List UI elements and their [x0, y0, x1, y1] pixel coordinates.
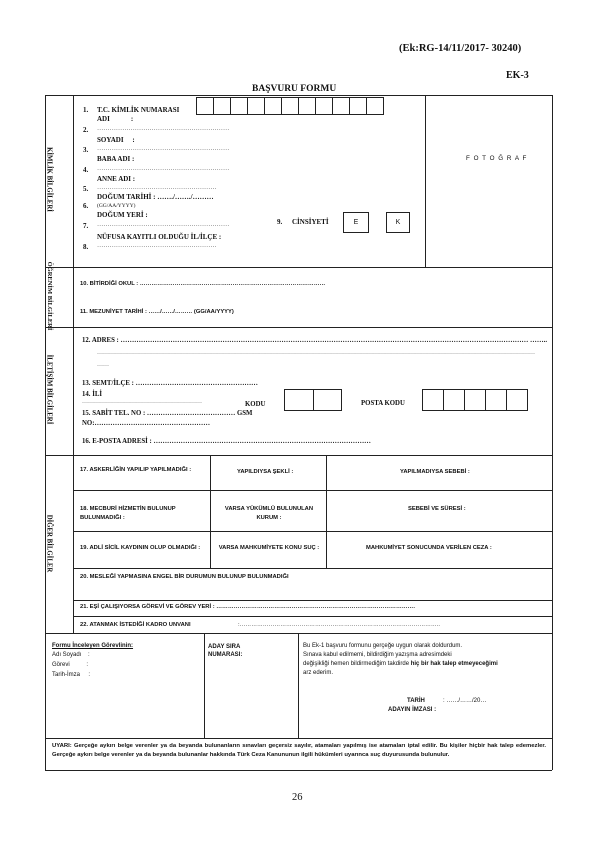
posta-kodu-boxes[interactable] — [422, 389, 527, 411]
annex-label: EK-3 — [506, 70, 529, 81]
reference-number: (Ek:RG-14/11/2017- 30240) — [399, 43, 522, 54]
tc-digit-box-8[interactable] — [315, 97, 333, 115]
frame-right — [552, 95, 553, 770]
aday-sira-numarasi[interactable]: ADAY SIRA NUMARASI: — [208, 644, 243, 658]
section-label-diger: DİĞER BİLGİLER — [45, 514, 53, 573]
tc-label: T.C. KİMLİK NUMARASI — [97, 106, 180, 114]
inceleyen-tarih-imza[interactable]: Tarih-İmza : — [52, 672, 91, 678]
section-label-kimlik: KİMLİK BİLGİLERİ — [45, 147, 53, 212]
mecburi-hizmet-label[interactable]: 18. MECBURİ HİZMETİN BULUNUP BULUNMADIĞI : — [80, 506, 176, 521]
adres-line-3[interactable]: …… — [97, 362, 109, 368]
il-field[interactable]: …………………………………………………… — [82, 399, 202, 405]
item-number-6: 6. — [83, 202, 89, 210]
anne-adi-label: ANNE ADI : — [97, 175, 136, 183]
divider-inceleme — [45, 738, 552, 739]
tc-digit-box-7[interactable] — [298, 97, 316, 115]
posta-kodu-digit-box-2[interactable] — [443, 389, 465, 411]
gender-option-k[interactable]: K — [386, 212, 410, 233]
cinsiyet-label: CİNSİYETİ — [292, 218, 329, 226]
sebebi-suresi-label[interactable]: SEBEBİ VE SÜRESİ : — [408, 506, 466, 512]
beyan-line-3a: değişikliği hemen bildirmediğim takdirde — [303, 661, 411, 667]
section-label-iletisim: İLETİŞİM BİLGİLERİ — [45, 354, 53, 425]
tc-number-boxes[interactable] — [196, 97, 383, 115]
diger-col-1 — [210, 455, 211, 568]
tc-digit-box-1[interactable] — [196, 97, 214, 115]
kadro-unvani-label: 22. ATANMAK İSTEDİĞİ KADRO UNVANI — [80, 622, 191, 628]
adli-sicil-label[interactable]: 19. ADLİ SİCİL KAYDININ OLUP OLMADIĞI : — [80, 545, 201, 551]
uyari-text: UYARI: Gerçeğe aykırı belge verenler ya da beyanda bulunanların sınavları geçersiz sayılır, atamaları yapılmış ise atamaları iptal edilir. Bu kişiler hiçbir hak talep edemezler. Gerçeğe aykırı belge verenler ya da beyanda bulunanlar hakkında Türk Ceza Kanununun ilgili hükümleri uyarınca suç duyurusunda bulunulur. — [52, 743, 546, 758]
dogum-yeri-label: DOĞUM YERİ : — [97, 211, 148, 219]
soyadi-field[interactable]: ……………………………………………………… — [97, 145, 230, 152]
semt-field[interactable]: 13. SEMT/İLÇE : ……………………………………………… — [82, 380, 258, 387]
inceleme-col-2 — [298, 633, 299, 738]
diger-row-4 — [73, 600, 552, 601]
yapilmadiysa-label[interactable]: YAPILMADIYSA SEBEBİ : — [400, 469, 470, 475]
esi-gorevi-field[interactable]: 21. EŞİ ÇALIŞIYORSA GÖREVİ VE GÖREV YERİ : …………………………………………………………………………………………. — [80, 604, 415, 610]
tarih-label: TARİH — [407, 698, 425, 704]
section-label-ogrenim: ÖĞRENİM BİLGİLERİ — [46, 261, 53, 331]
nufus-field[interactable]: ………………………………………………… — [97, 242, 217, 249]
item-number-2: 2. — [83, 126, 89, 134]
form-title: BAŞVURU FORMU — [252, 84, 337, 94]
nufus-label: NÜFUSA KAYITLI OLDUĞU İL/İLÇE : — [97, 233, 222, 241]
gsm-no-field[interactable]: NO:…………………………………………… — [82, 420, 211, 427]
askerlik-label[interactable]: 17. ASKERLİĞİN YAPILIP YAPILMADIĞI : — [80, 467, 192, 473]
anne-adi-field[interactable]: ………………………………………………… — [97, 184, 217, 191]
tc-digit-box-5[interactable] — [264, 97, 282, 115]
beyan-line-3b: hiç bir hak talep etmeyeceğimi — [410, 661, 498, 667]
tc-digit-box-4[interactable] — [247, 97, 265, 115]
kadro-unvani-field[interactable]: :………………………………………………………………………………………….. — [238, 622, 440, 628]
inceleyen-gorevi[interactable]: Görevi : — [52, 662, 89, 668]
posta-kodu-label: POSTA KODU — [361, 400, 405, 407]
tc-digit-box-2[interactable] — [213, 97, 231, 115]
dogum-yeri-field[interactable]: ……………………………………………………… — [97, 221, 230, 228]
soyadi-label: SOYADI : — [97, 136, 135, 144]
photo-label: F O T O Ğ R A F — [466, 155, 528, 162]
item-number-1: 1. — [83, 106, 89, 114]
diger-row-2 — [73, 531, 552, 532]
item-number-7: 7. — [83, 222, 89, 230]
item-number-4: 4. — [83, 166, 89, 174]
mahkumiyet-konu-label[interactable]: VARSA MAHKUMİYETE KONU SUÇ : — [218, 545, 320, 551]
mezuniyet-tarihi-field[interactable]: 11. MEZUNİYET TARİHİ : ……/……/……… (GG/AA/YYYY) — [80, 309, 234, 315]
frame-bottom — [45, 770, 552, 771]
tarih-field[interactable]: : ……/……/20… — [443, 698, 487, 704]
item-number-8: 8. — [83, 243, 89, 251]
eposta-field[interactable]: 16. E-POSTA ADRESİ : …………………………………………………………………………………… — [82, 438, 371, 445]
diger-col-2 — [326, 455, 327, 568]
diger-row-1 — [73, 490, 552, 491]
tc-digit-box-9[interactable] — [332, 97, 350, 115]
dogum-tarihi-label[interactable]: DOĞUM TARİHİ : ……./……./……… — [97, 193, 214, 201]
item-number-9: 9. — [277, 218, 283, 226]
gender-option-e[interactable]: E — [343, 212, 369, 233]
baba-adi-label: BABA ADI : — [97, 155, 135, 163]
diger-row-3 — [73, 568, 552, 569]
item-number-5: 5. — [83, 185, 89, 193]
adi-label: ADI : — [97, 115, 134, 123]
inceleyen-adi[interactable]: Adı Soyadı : — [52, 652, 90, 658]
bitirdigi-okul-field[interactable]: 10. BİTİRDİĞİ OKUL : …………………………………………………………………………………… — [80, 281, 326, 287]
tc-digit-box-10[interactable] — [349, 97, 367, 115]
page-number: 26 — [292, 792, 303, 803]
divider-iletisim — [45, 455, 552, 456]
posta-kodu-digit-box-5[interactable] — [506, 389, 528, 411]
kodu-digit-box-2[interactable] — [313, 389, 343, 411]
beyan-line-2: Sınava kabul edilmemi, bildirdiğim yazışma adresimdeki — [303, 652, 452, 658]
frame-top — [45, 95, 552, 96]
photo-box-left — [425, 95, 426, 267]
yukumlu-kurum-label[interactable]: VARSA YÜKÜMLÜ BULUNULAN KURUM : — [224, 506, 314, 521]
meslek-engel-label[interactable]: 20. MESLEĞİ YAPMASINA ENGEL BİR DURUMUN BULUNUP BULUNMADIĞI — [80, 574, 289, 580]
yapildiysa-label[interactable]: YAPILDIYSA ŞEKLİ : — [237, 469, 294, 475]
divider-kimlik — [45, 267, 552, 268]
adi-field[interactable]: ……………………………………………………… — [97, 125, 230, 132]
posta-kodu-digit-box-3[interactable] — [464, 389, 486, 411]
inceleme-col-1 — [204, 633, 205, 738]
tc-digit-box-6[interactable] — [281, 97, 299, 115]
aday-imzasi-field[interactable]: ADAYIN İMZASI : — [388, 707, 437, 713]
adres-field[interactable]: 12. ADRES : ……………………………………………………………………………………………………………………………………………………………… …….. — [82, 337, 548, 344]
posta-kodu-digit-box-1[interactable] — [422, 389, 444, 411]
tc-digit-box-3[interactable] — [230, 97, 248, 115]
kodu-digit-box-1[interactable] — [284, 389, 314, 411]
posta-kodu-digit-box-4[interactable] — [485, 389, 507, 411]
divider-ogrenim — [45, 327, 552, 328]
beyan-line-3 — [303, 661, 498, 667]
baba-adi-field[interactable]: ……………………………………………………… — [97, 165, 230, 172]
diger-row-5 — [73, 616, 552, 617]
item-number-3: 3. — [83, 146, 89, 154]
il-label: 14. İLİ — [82, 391, 103, 398]
inceleyen-title: Formu İnceleyen Görevlinin: — [52, 643, 134, 649]
date-format-hint: (GG/AA/YYYY) — [97, 203, 136, 209]
mahkumiyet-sonuc-label[interactable]: MAHKUMİYET SONUCUNDA VERİLEN CEZA : — [366, 545, 492, 551]
sabit-tel-field[interactable]: 15. SABİT TEL. NO : ………………………………… GSM — [82, 410, 253, 417]
kodu-boxes[interactable] — [284, 389, 341, 411]
adres-line-2[interactable]: ………………………………………………………………………………………………………………………………………………………………………………………………… — [97, 350, 535, 356]
kodu-label: KODU — [245, 401, 266, 408]
tc-digit-box-11[interactable] — [366, 97, 384, 115]
beyan-line-4: arz ederim. — [303, 670, 334, 676]
section-column-divider — [73, 95, 74, 633]
beyan-line-1: Bu Ek-1 başvuru formunu gerçeğe uygun olarak doldurdum. — [303, 643, 463, 649]
